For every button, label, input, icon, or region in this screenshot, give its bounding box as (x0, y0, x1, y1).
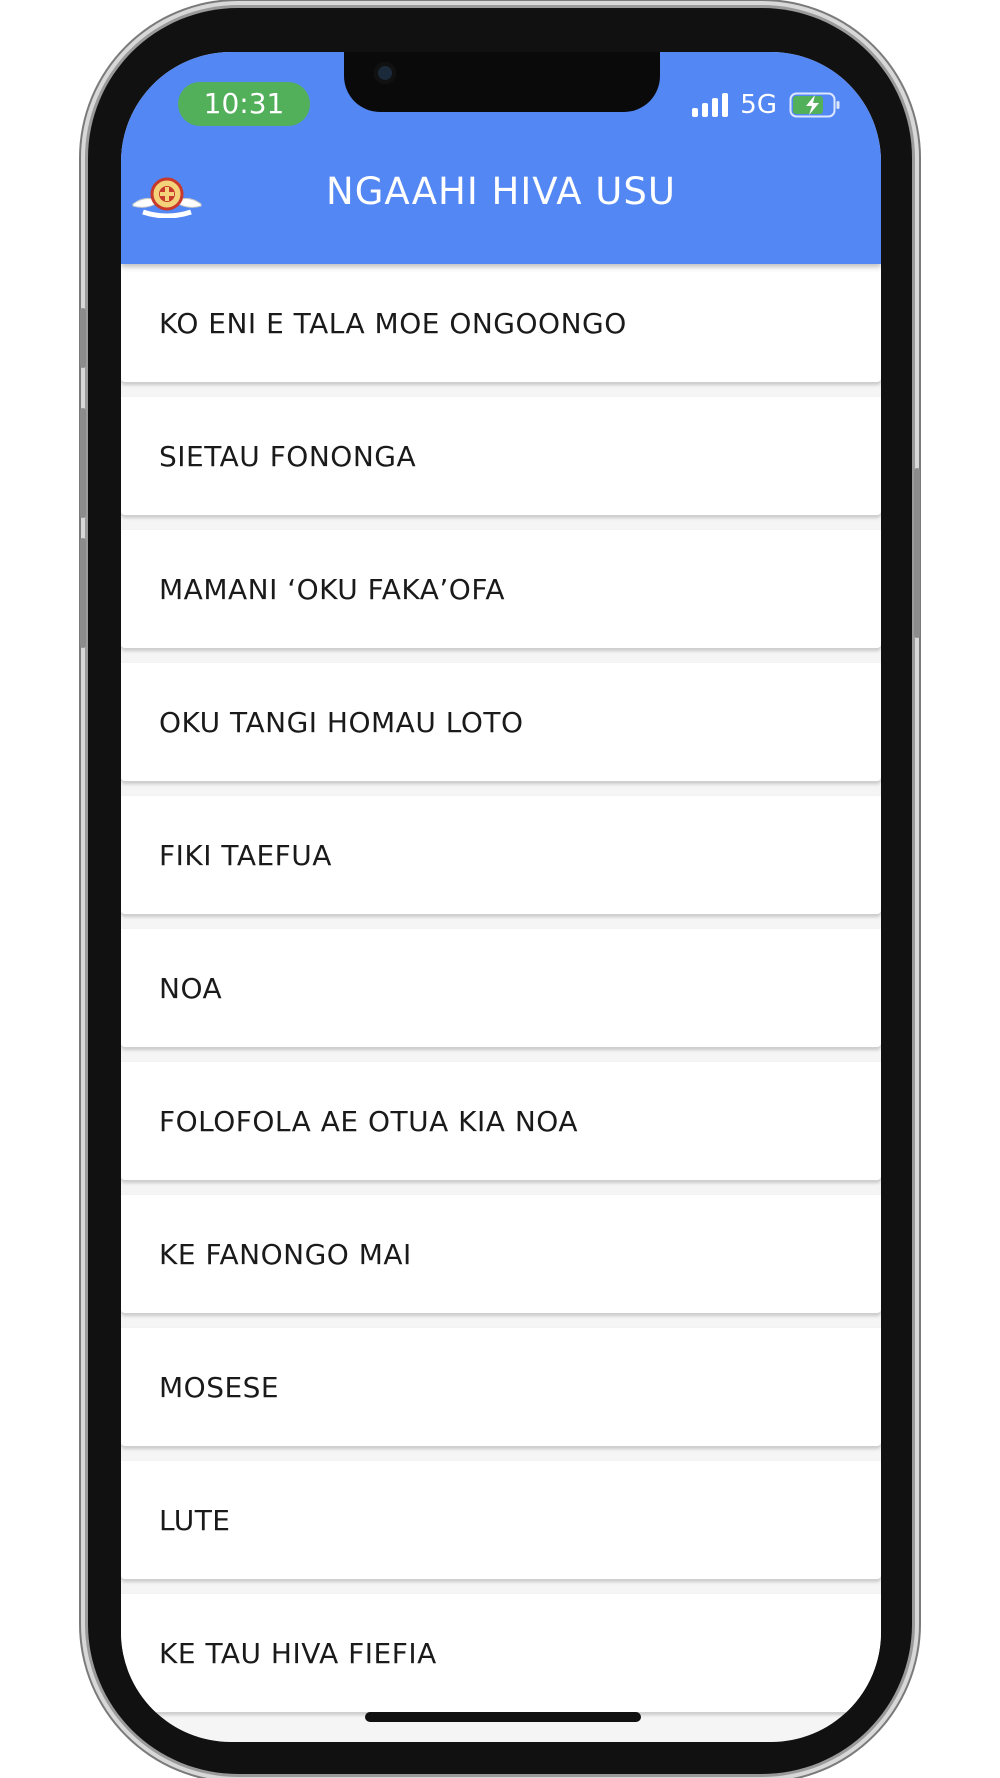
song-list (121, 264, 881, 1727)
song-title: MAMANI ‘OKU FAKA’OFA (159, 572, 506, 606)
status-indicators (692, 90, 841, 120)
screen (121, 52, 881, 1742)
page-title: NGAAHI HIVA USU (326, 170, 676, 213)
front-camera-icon (374, 62, 396, 84)
song-list-item[interactable] (121, 530, 881, 649)
song-title: KE FANONGO MAI (159, 1237, 412, 1271)
song-list-item[interactable] (121, 929, 881, 1048)
song-title: NOA (159, 971, 223, 1005)
song-title: KE TAU HIVA FIEFIA (159, 1636, 437, 1670)
notch (344, 52, 660, 112)
home-indicator[interactable] (365, 1712, 641, 1722)
power-button (914, 468, 920, 638)
mute-switch (80, 308, 86, 368)
song-list-item[interactable] (121, 663, 881, 782)
status-time: 10:31 (178, 82, 310, 126)
volume-up-button (80, 408, 86, 518)
phone-frame (88, 8, 912, 1774)
network-type: 5G (740, 90, 777, 120)
song-title: MOSESE (159, 1370, 280, 1404)
volume-down-button (80, 538, 86, 648)
song-list-item[interactable] (121, 397, 881, 516)
song-title: FIKI TAEFUA (159, 838, 332, 872)
song-list-item[interactable] (121, 1195, 881, 1314)
song-title: KO ENI E TALA MOE ONGOONGO (159, 306, 627, 340)
song-list-item[interactable] (121, 1062, 881, 1181)
song-title: FOLOFOLA AE OTUA KIA NOA (159, 1104, 578, 1138)
signal-icon (692, 93, 728, 117)
song-title: OKU TANGI HOMAU LOTO (159, 705, 524, 739)
song-list-item[interactable] (121, 796, 881, 915)
battery-charging-icon (789, 92, 841, 118)
song-title: SIETAU FONONGA (159, 439, 417, 473)
app-header (121, 52, 881, 264)
song-list-item[interactable] (121, 1461, 881, 1580)
song-list-item[interactable] (121, 1328, 881, 1447)
song-title: LUTE (159, 1503, 231, 1537)
song-list-item[interactable] (121, 264, 881, 383)
song-list-item[interactable] (121, 1594, 881, 1713)
